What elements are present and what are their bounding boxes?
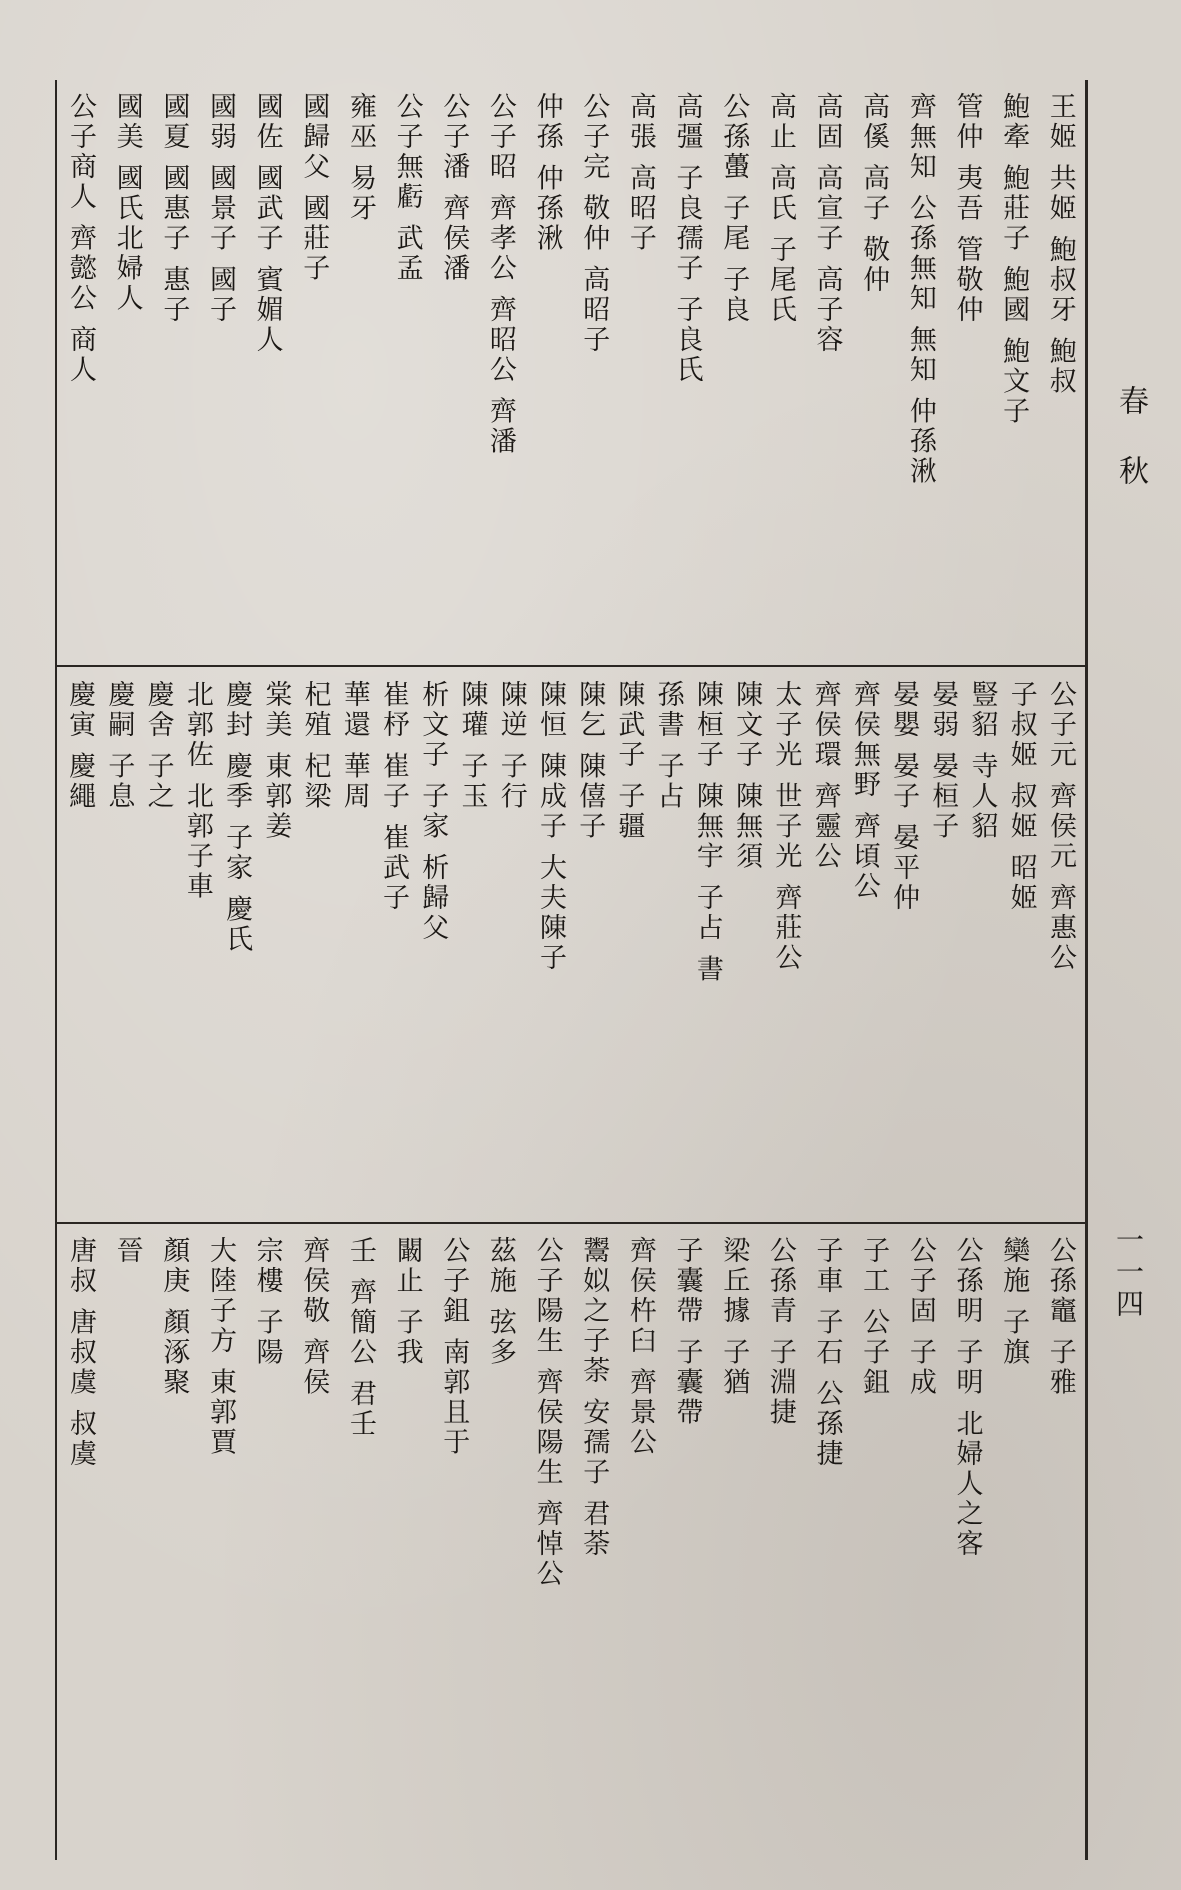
text-column: 棠美 東郭姜 [260, 680, 292, 842]
text-column: 管仲 夷吾 管敬仲 [951, 92, 983, 326]
text-column: 北郭佐 北郭子車 [181, 680, 213, 902]
text-column: 公子無虧 武孟 [391, 92, 423, 284]
text-column: 慶寅 慶繩 [64, 680, 96, 812]
text-column: 國夏 國惠子 惠子 [158, 92, 190, 326]
text-column: 高張 高昭子 [624, 92, 656, 254]
text-column: 晉 [111, 1236, 143, 1266]
frame-left-rule [55, 80, 57, 1860]
text-column: 唐叔 唐叔虞 叔虞 [65, 1236, 96, 1470]
text-column: 公子商人 齊懿公 商人 [65, 92, 96, 386]
text-column: 陳瓘 子玉 [456, 680, 488, 812]
text-column: 陳逆 子行 [495, 680, 527, 812]
text-column: 齊侯無野 齊頃公 [848, 680, 880, 902]
text-column: 齊侯杵臼 齊景公 [624, 1236, 656, 1458]
text-column: 雍巫 易牙 [344, 92, 376, 224]
text-column: 齊侯敬 齊侯 [298, 1236, 330, 1398]
band-lower [60, 1236, 1080, 1796]
text-column: 太子光 世子光 齊莊公 [770, 680, 802, 974]
text-column: 晏嬰 晏子 晏平仲 [888, 680, 920, 914]
text-column: 高止 高氏 子尾氏 [764, 92, 796, 326]
text-column: 齊侯環 齊靈公 [809, 680, 841, 872]
text-column: 鬻姒之子荼 安孺子 君荼 [578, 1236, 610, 1560]
text-column: 大陸子方 東郭賈 [204, 1236, 236, 1458]
book-title: 春秋 [1113, 385, 1148, 525]
text-column: 子叔姬 叔姬 昭姬 [1005, 680, 1037, 914]
text-column: 高彊 子良孺子 子良氏 [671, 92, 703, 386]
text-column: 公孫青 子淵捷 [764, 1236, 796, 1428]
text-column: 豎貂 寺人貂 [966, 680, 998, 842]
text-column: 慶嗣 子息 [103, 680, 135, 812]
text-column: 宗樓 子陽 [251, 1236, 283, 1368]
text-column: 公子元 齊侯元 齊惠公 [1045, 680, 1076, 974]
text-column: 杞殖 杞梁 [299, 680, 331, 812]
text-column: 孫書 子占 [652, 680, 684, 812]
text-column: 公子陽生 齊侯陽生 齊悼公 [531, 1236, 563, 1590]
text-column: 陳文子 陳無須 [731, 680, 763, 872]
text-column: 仲孫 仲孫湫 [531, 92, 563, 254]
text-column: 公孫明 子明 北婦人之客 [951, 1236, 983, 1560]
band-middle [60, 680, 1080, 1212]
text-column: 齊無知 公孫無知 無知 仲孫湫 [904, 92, 936, 487]
page-number: 一一四 [1112, 1225, 1145, 1321]
text-column: 公孫竈 子雅 [1044, 1236, 1076, 1398]
text-column: 陳乞 陳僖子 [574, 680, 606, 842]
band-divider-upper [55, 665, 1087, 667]
text-column: 高固 高宣子 高子容 [811, 92, 843, 356]
text-column: 國美 國氏北婦人 [111, 92, 143, 314]
text-column: 子囊帶 子囊帶 [671, 1236, 703, 1428]
text-column: 子工 公子鉏 [858, 1236, 890, 1398]
text-column: 子車 子石 公孫捷 [811, 1236, 843, 1470]
text-column: 高傒 高子 敬仲 [858, 92, 890, 296]
text-column: 公孫蠆 子尾 子良 [718, 92, 750, 326]
text-column: 慶封 慶季 子家 慶氏 [221, 680, 253, 955]
text-column: 晏弱 晏桓子 [927, 680, 959, 842]
text-column: 慶舍 子之 [142, 680, 174, 812]
text-column: 國歸父 國莊子 [298, 92, 330, 284]
text-column: 公子固 子成 [904, 1236, 936, 1398]
text-column: 公子昭 齊孝公 齊昭公 齊潘 [484, 92, 516, 457]
frame-right-rule [1085, 80, 1088, 1860]
text-column: 陳桓子 陳無宇 子占 書 [691, 680, 723, 985]
text-column: 國弱 國景子 國子 [204, 92, 236, 326]
text-column: 壬 齊簡公 君壬 [344, 1236, 376, 1440]
text-column: 國佐 國武子 賓媚人 [251, 92, 283, 356]
band-divider-lower [55, 1222, 1087, 1224]
text-column: 闞止 子我 [391, 1236, 423, 1368]
text-column: 王姬 共姬 鮑叔牙 鮑叔 [1044, 92, 1076, 397]
text-column: 公子潘 齊侯潘 [438, 92, 470, 284]
text-column: 析文子 子家 析歸父 [417, 680, 449, 944]
text-column: 顏庚 顏涿聚 [158, 1236, 190, 1398]
text-column: 公子完 敬仲 高昭子 [578, 92, 610, 356]
text-column: 華還 華周 [338, 680, 370, 812]
text-column: 崔杼 崔子 崔武子 [378, 680, 410, 914]
text-column: 陳恒 陳成子 大夫陳子 [534, 680, 566, 974]
text-column: 陳武子 子疆 [613, 680, 645, 842]
text-column: 梁丘據 子猶 [718, 1236, 750, 1398]
text-column: 鮑牽 鮑莊子 鮑國 鮑文子 [998, 92, 1030, 427]
text-column: 公子鉏 南郭且于 [438, 1236, 470, 1458]
text-column: 茲施 弦多 [484, 1236, 516, 1368]
text-column: 欒施 子旗 [998, 1236, 1030, 1368]
band-upper [60, 92, 1080, 657]
